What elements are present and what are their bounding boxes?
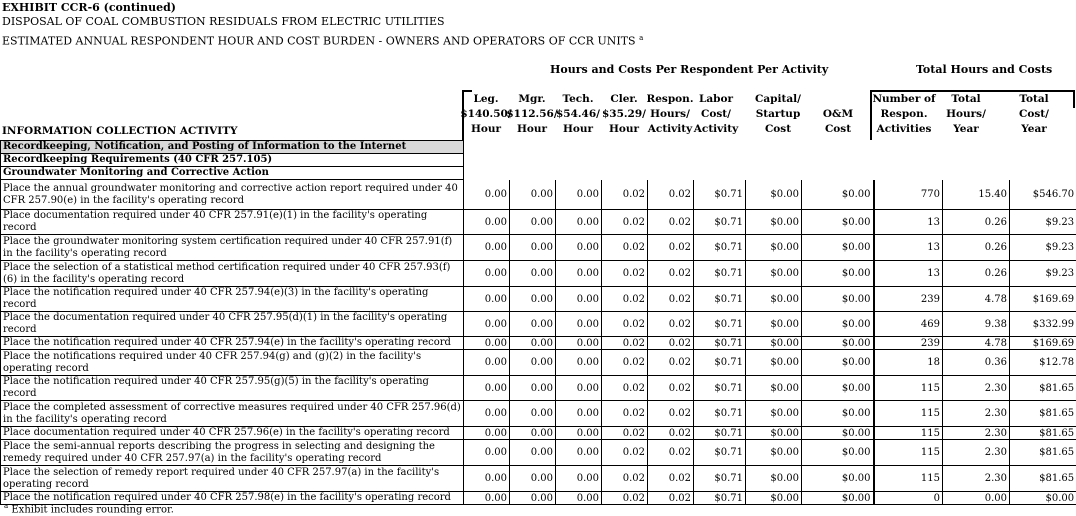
value-cell: 0.02 <box>648 492 694 505</box>
value-cell: 0.00 <box>464 312 510 337</box>
activity-label: Place the completed assessment of corrective measures required under 40 CFR 257.96(d) in the facility's operating record <box>1 401 464 427</box>
value-cell: $0.71 <box>694 376 746 401</box>
value-cell: 0.00 <box>464 287 510 312</box>
value-cell: 0.26 <box>943 261 1010 287</box>
value-cell: 0.02 <box>602 440 648 466</box>
section-label: Recordkeeping Requirements (40 CFR 257.105) <box>1 154 464 167</box>
value-cell: 0.00 <box>556 401 602 427</box>
value-cell: $0.71 <box>694 427 746 440</box>
exhibit-description-text: ESTIMATED ANNUAL RESPONDENT HOUR AND COST BURDEN - OWNERS AND OPERATORS OF CCR UNITS <box>2 34 636 48</box>
value-cell: $0.00 <box>746 376 802 401</box>
value-cell: $0.00 <box>746 440 802 466</box>
value-cell: 0.02 <box>602 350 648 376</box>
table-row <box>1 261 1076 287</box>
value-cell: 0.02 <box>602 376 648 401</box>
value-cell: 0.00 <box>464 261 510 287</box>
value-cell: 0.00 <box>510 180 556 210</box>
value-cell: $0.00 <box>746 401 802 427</box>
footnote-mark: a <box>4 502 9 510</box>
value-cell: 0.00 <box>556 180 602 210</box>
column-header-line: Hours/ <box>946 108 986 120</box>
value-cell: 0.00 <box>556 466 602 492</box>
table-row <box>1 350 1076 376</box>
value-cell: 0.02 <box>648 440 694 466</box>
table-row <box>1 337 1076 350</box>
column-header-line: O&M <box>822 108 854 120</box>
activity-label: Place the semi-annual reports describing the progress in selecting and designing the remedy required under 40 CFR 257.97(a) in the facility's operating record <box>1 440 464 466</box>
value-cell: $0.71 <box>694 180 746 210</box>
column-header-line: Hour <box>470 123 502 135</box>
value-cell: 0.02 <box>602 235 648 261</box>
value-cell: 0.00 <box>556 350 602 376</box>
section-label: Groundwater Monitoring and Corrective Action <box>1 167 464 180</box>
value-cell: $0.00 <box>802 337 874 350</box>
value-cell: 0.00 <box>510 427 556 440</box>
value-cell: 0.00 <box>464 350 510 376</box>
value-cell: 15.40 <box>943 180 1010 210</box>
column-header-line: Cler. <box>610 93 638 105</box>
exhibit-title: EXHIBIT CCR-6 (continued) <box>2 1 177 14</box>
value-cell: $9.23 <box>1010 210 1076 235</box>
footnote-text: Exhibit includes rounding error. <box>11 504 174 516</box>
column-header-line: Hour <box>562 123 594 135</box>
value-cell: $0.71 <box>694 492 746 505</box>
value-cell: 4.78 <box>943 337 1010 350</box>
value-cell: 0.02 <box>648 350 694 376</box>
value-cell: 0.00 <box>464 427 510 440</box>
value-cell: $546.70 <box>1010 180 1076 210</box>
value-cell: 2.30 <box>943 466 1010 492</box>
column-header-line: $35.29/ <box>601 108 647 120</box>
activity-label: Place the notifications required under 40 CFR 257.94(g) and (g)(2) in the facility's operating record <box>1 350 464 376</box>
column-header-line: $140.50/ <box>460 108 512 120</box>
value-cell: $0.71 <box>694 350 746 376</box>
value-cell: $0.00 <box>746 210 802 235</box>
value-cell: 0.00 <box>464 492 510 505</box>
value-cell: $0.00 <box>802 312 874 337</box>
column-header-line: Labor <box>698 93 734 105</box>
value-cell: 0.00 <box>510 440 556 466</box>
value-cell: $0.71 <box>694 466 746 492</box>
section-gap <box>464 141 1076 154</box>
value-cell: $9.23 <box>1010 261 1076 287</box>
value-cell: 0.02 <box>648 376 694 401</box>
column-header-line: $54.46/ <box>555 108 601 120</box>
value-cell: 0.02 <box>602 427 648 440</box>
value-cell: 0.00 <box>464 401 510 427</box>
value-cell: $0.00 <box>746 492 802 505</box>
value-cell: $12.78 <box>1010 350 1076 376</box>
section-row <box>1 154 1076 167</box>
table-row <box>1 376 1076 401</box>
value-cell: 0.02 <box>648 427 694 440</box>
value-cell: 0.00 <box>556 492 602 505</box>
value-cell: $81.65 <box>1010 466 1076 492</box>
value-cell: 0.00 <box>464 235 510 261</box>
value-cell: $0.00 <box>802 235 874 261</box>
value-cell: $0.00 <box>802 350 874 376</box>
column-header-line: Cost <box>824 123 852 135</box>
table-row <box>1 287 1076 312</box>
value-cell: $0.71 <box>694 261 746 287</box>
column-header-line: Number of <box>872 93 936 105</box>
value-cell: 0.02 <box>648 210 694 235</box>
value-cell: 2.30 <box>943 401 1010 427</box>
value-cell: 2.30 <box>943 440 1010 466</box>
table-row <box>1 440 1076 466</box>
value-cell: 0.00 <box>510 350 556 376</box>
value-cell: 0.00 <box>464 440 510 466</box>
value-cell: 0.02 <box>648 337 694 350</box>
value-cell: $332.99 <box>1010 312 1076 337</box>
value-cell: 0.02 <box>648 466 694 492</box>
table-row <box>1 312 1076 337</box>
value-cell: $0.00 <box>746 180 802 210</box>
value-cell: $0.00 <box>802 210 874 235</box>
activity-label: Place the notification required under 40 CFR 257.95(g)(5) in the facility's operating record <box>1 376 464 401</box>
value-cell: 0.26 <box>943 235 1010 261</box>
value-cell: $0.00 <box>746 466 802 492</box>
value-cell: 115 <box>874 401 943 427</box>
value-cell: 0.00 <box>556 287 602 312</box>
value-cell: 2.30 <box>943 427 1010 440</box>
value-cell: $0.71 <box>694 210 746 235</box>
column-header-line: Hour <box>608 123 640 135</box>
table-row <box>1 427 1076 440</box>
column-header-line: Cost <box>764 123 792 135</box>
activity-label: Place the notification required under 40 CFR 257.94(e)(3) in the facility's operating record <box>1 287 464 312</box>
value-cell: 0.00 <box>510 235 556 261</box>
value-cell: $0.00 <box>802 287 874 312</box>
value-cell: 0.26 <box>943 210 1010 235</box>
activity-label: Place the selection of a statistical method certification required under 40 CFR 257.93(f)(6) in the facility's operating record <box>1 261 464 287</box>
column-header-line: Year <box>953 123 979 135</box>
value-cell: 0.02 <box>648 401 694 427</box>
value-cell: 0.02 <box>648 235 694 261</box>
value-cell: 239 <box>874 287 943 312</box>
value-cell: 0.00 <box>556 312 602 337</box>
column-header-line: Total <box>951 93 981 105</box>
column-header-line: Activity <box>693 123 739 135</box>
column-header-line: Leg. <box>473 93 499 105</box>
value-cell: $9.23 <box>1010 235 1076 261</box>
value-cell: $0.00 <box>802 261 874 287</box>
column-header-line: Mgr. <box>518 93 546 105</box>
value-cell: $0.00 <box>802 466 874 492</box>
activity-label: Place the groundwater monitoring system certification required under 40 CFR 257.91(f) in the facility's operating record <box>1 235 464 261</box>
value-cell: $0.00 <box>802 401 874 427</box>
value-cell: 0.00 <box>556 235 602 261</box>
column-header-line: Year <box>1021 123 1047 135</box>
value-cell: 0.00 <box>464 210 510 235</box>
column-header-line: Respon. <box>646 93 694 105</box>
value-cell: $0.71 <box>694 440 746 466</box>
value-cell: $0.00 <box>746 427 802 440</box>
column-header-line: Total <box>1019 93 1049 105</box>
table-row <box>1 210 1076 235</box>
value-cell: $0.00 <box>746 287 802 312</box>
column-header-line: Hour <box>516 123 548 135</box>
value-cell: 0.00 <box>464 376 510 401</box>
footnote-marker: a <box>639 34 644 42</box>
column-header-line: Respon. <box>880 108 928 120</box>
value-cell: $81.65 <box>1010 401 1076 427</box>
activity-label: Place documentation required under 40 CFR 257.91(e)(1) in the facility's operating record <box>1 210 464 235</box>
value-cell: $0.00 <box>746 350 802 376</box>
exhibit-description <box>2 31 643 49</box>
value-cell: 0.02 <box>648 180 694 210</box>
value-cell: 0.02 <box>602 401 648 427</box>
column-header-line: Hours/ <box>650 108 690 120</box>
value-cell: $81.65 <box>1010 440 1076 466</box>
table-row <box>1 235 1076 261</box>
value-cell: $0.71 <box>694 401 746 427</box>
section-label: Recordkeeping, Notification, and Posting of Information to the Internet <box>1 141 464 154</box>
value-cell: $0.71 <box>694 337 746 350</box>
value-cell: $0.00 <box>746 337 802 350</box>
value-cell: $0.71 <box>694 287 746 312</box>
value-cell: 0.00 <box>943 492 1010 505</box>
value-cell: 0.00 <box>510 337 556 350</box>
activity-label: Place the annual groundwater monitoring and corrective action report required under 40 CFR 257.90(e) in the facility's operating record <box>1 180 464 210</box>
footnote <box>4 502 174 515</box>
table-row <box>1 466 1076 492</box>
value-cell: $169.69 <box>1010 287 1076 312</box>
value-cell: 0.02 <box>602 337 648 350</box>
value-cell: 0.00 <box>510 261 556 287</box>
value-cell: 115 <box>874 376 943 401</box>
burden-table <box>0 140 1076 505</box>
value-cell: 0.00 <box>556 210 602 235</box>
activity-label: Place the notification required under 40 CFR 257.98(e) in the facility's operating record <box>1 492 464 505</box>
value-cell: 0.02 <box>648 287 694 312</box>
column-header-line: Cost/ <box>1019 108 1049 120</box>
value-cell: $0.00 <box>802 427 874 440</box>
value-cell: 0.00 <box>556 427 602 440</box>
value-cell: 0.00 <box>510 312 556 337</box>
value-cell: 4.78 <box>943 287 1010 312</box>
section-row <box>1 141 1076 154</box>
value-cell: 0.00 <box>556 261 602 287</box>
column-header-line: Startup <box>755 108 801 120</box>
value-cell: $0.00 <box>802 492 874 505</box>
value-cell: $81.65 <box>1010 376 1076 401</box>
value-cell: 0.00 <box>464 180 510 210</box>
value-cell: 0.36 <box>943 350 1010 376</box>
value-cell: $169.69 <box>1010 337 1076 350</box>
value-cell: $0.71 <box>694 235 746 261</box>
value-cell: 2.30 <box>943 376 1010 401</box>
value-cell: 0.00 <box>510 466 556 492</box>
value-cell: 0.00 <box>464 466 510 492</box>
value-cell: 0.02 <box>602 466 648 492</box>
value-cell: 0.00 <box>510 376 556 401</box>
section-row <box>1 167 1076 180</box>
value-cell: 469 <box>874 312 943 337</box>
value-cell: 239 <box>874 337 943 350</box>
value-cell: 0.00 <box>556 337 602 350</box>
section-gap <box>464 167 1076 180</box>
value-cell: 0.02 <box>602 492 648 505</box>
value-cell: $0.00 <box>802 376 874 401</box>
value-cell: 0.00 <box>556 440 602 466</box>
value-cell: 0 <box>874 492 943 505</box>
value-cell: 115 <box>874 440 943 466</box>
value-cell: 0.00 <box>510 401 556 427</box>
group-header-total: Total Hours and Costs <box>916 63 1053 76</box>
activity-header: INFORMATION COLLECTION ACTIVITY <box>2 125 238 137</box>
value-cell: 0.02 <box>602 261 648 287</box>
value-cell: 0.00 <box>510 210 556 235</box>
value-cell: 18 <box>874 350 943 376</box>
value-cell: $0.00 <box>746 261 802 287</box>
value-cell: 0.00 <box>464 337 510 350</box>
value-cell: 0.02 <box>602 210 648 235</box>
value-cell: 115 <box>874 427 943 440</box>
value-cell: 13 <box>874 210 943 235</box>
column-header-line: Capital/ <box>755 93 801 105</box>
value-cell: 0.00 <box>510 287 556 312</box>
column-header <box>994 92 1074 137</box>
value-cell: 13 <box>874 261 943 287</box>
group-header-per-activity: Hours and Costs Per Respondent Per Activity <box>550 63 829 76</box>
value-cell: 9.38 <box>943 312 1010 337</box>
value-cell: 13 <box>874 235 943 261</box>
activity-label: Place the documentation required under 40 CFR 257.95(d)(1) in the facility's operating record <box>1 312 464 337</box>
value-cell: $0.71 <box>694 312 746 337</box>
column-header-line: Activities <box>876 123 932 135</box>
value-cell: 770 <box>874 180 943 210</box>
value-cell: $81.65 <box>1010 427 1076 440</box>
value-cell: 0.02 <box>602 287 648 312</box>
section-gap <box>464 154 1076 167</box>
value-cell: 0.00 <box>556 376 602 401</box>
table-row <box>1 401 1076 427</box>
column-header-line: Activity <box>647 123 693 135</box>
value-cell: $0.00 <box>802 180 874 210</box>
value-cell: 0.02 <box>602 312 648 337</box>
activity-label: Place documentation required under 40 CFR 257.96(e) in the facility's operating record <box>1 427 464 440</box>
activity-label: Place the selection of remedy report required under 40 CFR 257.97(a) in the facility's operating record <box>1 466 464 492</box>
value-cell: 0.02 <box>602 180 648 210</box>
value-cell: $0.00 <box>802 440 874 466</box>
value-cell: $0.00 <box>746 312 802 337</box>
value-cell: 0.00 <box>510 492 556 505</box>
value-cell: 115 <box>874 466 943 492</box>
value-cell: $0.00 <box>1010 492 1076 505</box>
column-header-line: Tech. <box>562 93 594 105</box>
exhibit-subtitle: DISPOSAL OF COAL COMBUSTION RESIDUALS FROM ELECTRIC UTILITIES <box>2 15 445 28</box>
value-cell: $0.00 <box>746 235 802 261</box>
activity-label: Place the notification required under 40 CFR 257.94(e) in the facility's operating record <box>1 337 464 350</box>
column-header-line: Cost/ <box>701 108 731 120</box>
column-header-line: $112.56/ <box>506 108 558 120</box>
table-row <box>1 180 1076 210</box>
value-cell: 0.02 <box>648 261 694 287</box>
value-cell: 0.02 <box>648 312 694 337</box>
